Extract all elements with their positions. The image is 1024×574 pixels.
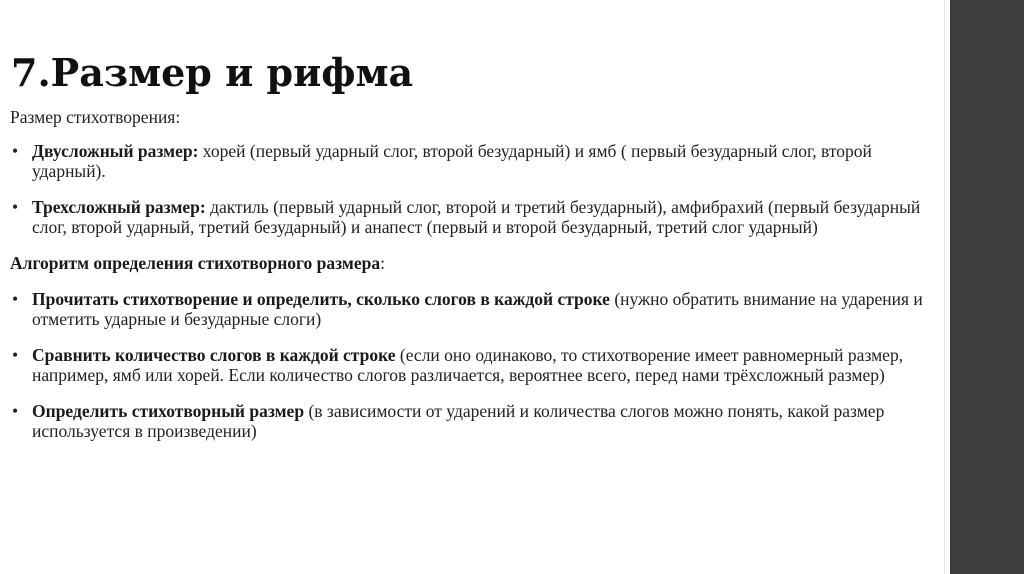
bullet: •	[12, 289, 19, 309]
algorithm-step-action: Прочитать стихотворение и определить, сколько слогов в каждой строке	[32, 289, 610, 309]
meter-item-description: дактиль (первый ударный слог, второй и третий безударный), амфибрахий (первый безударный слог, второй ударный, третий безударный) и анапест (первый и второй безударный, третий слог ударный)	[32, 197, 921, 237]
algorithm-step-detail: (нужно обратить внимание на ударения и отметить ударные и безударные слоги)	[32, 289, 923, 329]
side-panel	[950, 0, 1024, 574]
algorithm-heading	[10, 253, 940, 273]
bullet: •	[12, 141, 19, 161]
algorithm-step-compare	[10, 345, 940, 385]
subtitle: Размер стихотворения:	[10, 107, 181, 127]
algorithm-step-action: Сравнить количество слогов в каждой строке	[32, 345, 396, 365]
algorithm-step-detail: (если оно одинаково, то стихотворение имеет равномерный размер, например, ямб или хорей. Если количество слогов различается, вероятнее всего, перед нами трёхсложный размер)	[32, 345, 904, 385]
bullet: •	[12, 401, 19, 421]
meter-item-term: Трехсложный размер:	[32, 197, 206, 217]
meter-item-disyllabic	[10, 141, 940, 181]
slide-title: 7.Размер и рифма	[11, 50, 414, 95]
meter-item-description: хорей (первый ударный слог, второй безударный) и ямб ( первый безударный слог, второй ударный).	[32, 141, 872, 181]
algorithm-step-read	[10, 289, 940, 329]
slide-content	[10, 107, 940, 457]
algorithm-heading-text: Алгоритм определения стихотворного размера	[10, 253, 381, 273]
algorithm-step-detail: (в зависимости от ударений и количества слогов можно понять, какой размер используется в произведении)	[32, 401, 885, 441]
algorithm-heading-colon: :	[380, 253, 385, 273]
slide-edge-divider	[944, 0, 945, 574]
algorithm-step-determine	[10, 401, 940, 441]
bullet: •	[12, 345, 19, 365]
algorithm-step-action: Определить стихотворный размер	[32, 401, 305, 421]
meter-item-trisyllabic	[10, 197, 940, 237]
meter-item-term: Двусложный размер:	[32, 141, 199, 161]
bullet: •	[12, 197, 19, 217]
